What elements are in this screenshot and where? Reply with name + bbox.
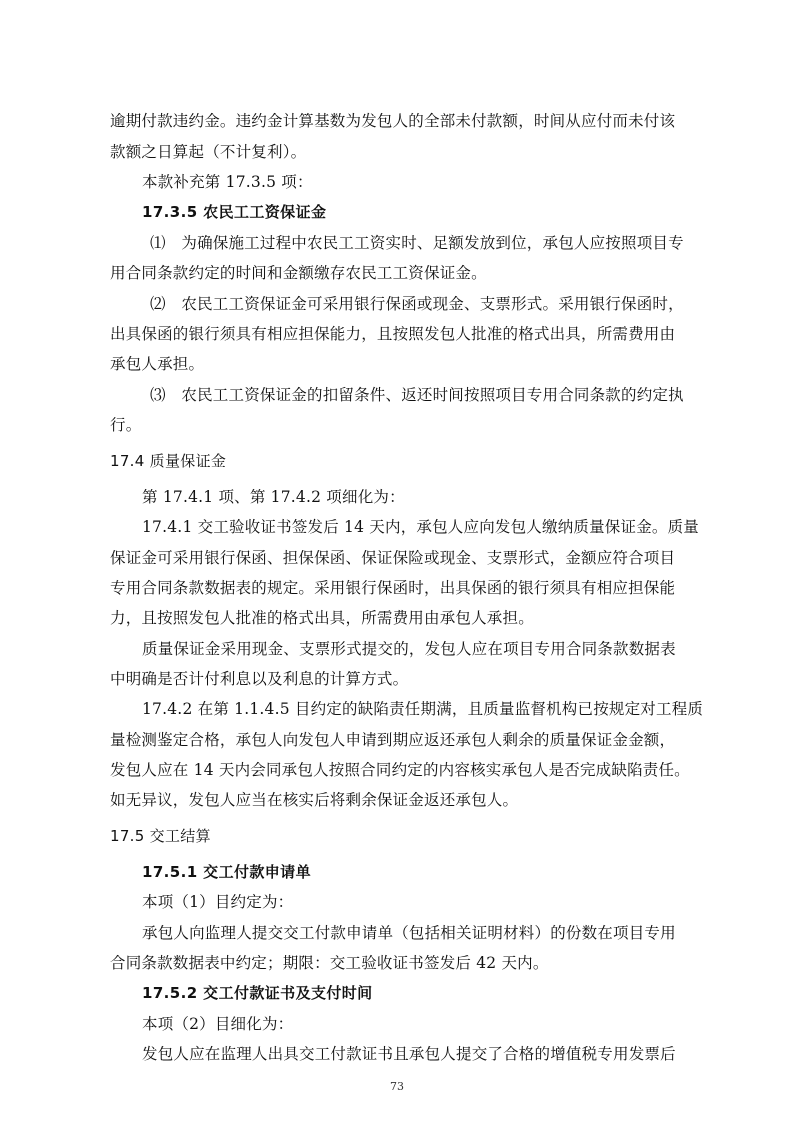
paragraph-line: 保证金可采用银行保函、担保保函、保证保险或现金、支票形式，金额应符合项目 (110, 549, 676, 567)
paragraph-line: 用合同条款约定的时间和金额缴存农民工工资保证金。 (110, 264, 487, 282)
list-item-3: ⑶ 农民工工资保证金的扣留条件、返还时间按照项目专用合同条款的约定执 (150, 386, 684, 404)
paragraph-line: 量检测鉴定合格，承包人向发包人申请到期应返还承包人剩余的质量保证金金额， (110, 731, 676, 749)
paragraph-line: 本款补充第 17.3.5 项： (142, 173, 313, 191)
paragraph-line: 合同条款数据表中约定；期限：交工验收证书签发后 42 天内。 (110, 954, 549, 972)
paragraph-line: 力，且按照发包人批准的格式出具，所需费用由承包人承担。 (110, 609, 534, 627)
paragraph-line: 第 17.4.1 项、第 17.4.2 项细化为： (142, 488, 405, 506)
paragraph-line: 质量保证金采用现金、支票形式提交的，发包人应在项目专用合同条款数据表 (142, 640, 676, 658)
paragraph-line: 承包人承担。 (110, 355, 205, 373)
paragraph-line: 17.4.2 在第 1.1.4.5 目约定的缺陷责任期满，且质量监督机构已按规定对工程质 (142, 700, 704, 718)
paragraph-line: 如无异议，发包人应当在核实后将剩余保证金返还承包人。 (110, 791, 519, 809)
section-heading-17-5: 17.5 交工结算 (110, 827, 211, 845)
paragraph-line: 专用合同条款数据表的规定。采用银行保函时，出具保函的银行须具有相应担保能 (110, 579, 676, 597)
paragraph-line: 17.4.1 交工验收证书签发后 14 天内，承包人应向发包人缴纳质量保证金。质量 (142, 518, 700, 536)
paragraph-line: 出具保函的银行须具有相应担保能力，且按照发包人批准的格式出具，所需费用由 (110, 325, 676, 343)
subsection-heading-17-5-1: 17.5.1 交工付款申请单 (142, 863, 311, 881)
page-number: 73 (390, 1080, 404, 1093)
paragraph-line: 本项（1）目约定为： (142, 893, 294, 911)
paragraph-line: 中明确是否计付利息以及利息的计算方式。 (110, 670, 409, 688)
paragraph-line: 发包人应在监理人出具交工付款证书且承包人提交了合格的增值税专用发票后 (142, 1045, 676, 1063)
paragraph-line: 行。 (110, 416, 142, 434)
section-heading-17-4: 17.4 质量保证金 (110, 452, 227, 470)
paragraph-line: 逾期付款违约金。违约金计算基数为发包人的全部未付款额，时间从应付而未付该 (110, 112, 676, 130)
list-item-1: ⑴ 为确保施工过程中农民工工资实时、足额发放到位，承包人应按照项目专 (150, 234, 684, 252)
subsection-heading-17-3-5: 17.3.5 农民工工资保证金 (142, 203, 327, 221)
paragraph-line: 本项（2）目细化为： (142, 1015, 294, 1033)
paragraph-line: 发包人应在 14 天内会同承包人按照合同约定的内容核实承包人是否完成缺陷责任。 (110, 761, 690, 779)
paragraph-line: 款额之日算起（不计复利）。 (110, 143, 307, 161)
list-item-2: ⑵ 农民工工资保证金可采用银行保函或现金、支票形式。采用银行保函时， (150, 295, 684, 313)
paragraph-line: 承包人向监理人提交交工付款申请单（包括相关证明材料）的份数在项目专用 (142, 924, 676, 942)
subsection-heading-17-5-2: 17.5.2 交工付款证书及支付时间 (142, 984, 373, 1002)
